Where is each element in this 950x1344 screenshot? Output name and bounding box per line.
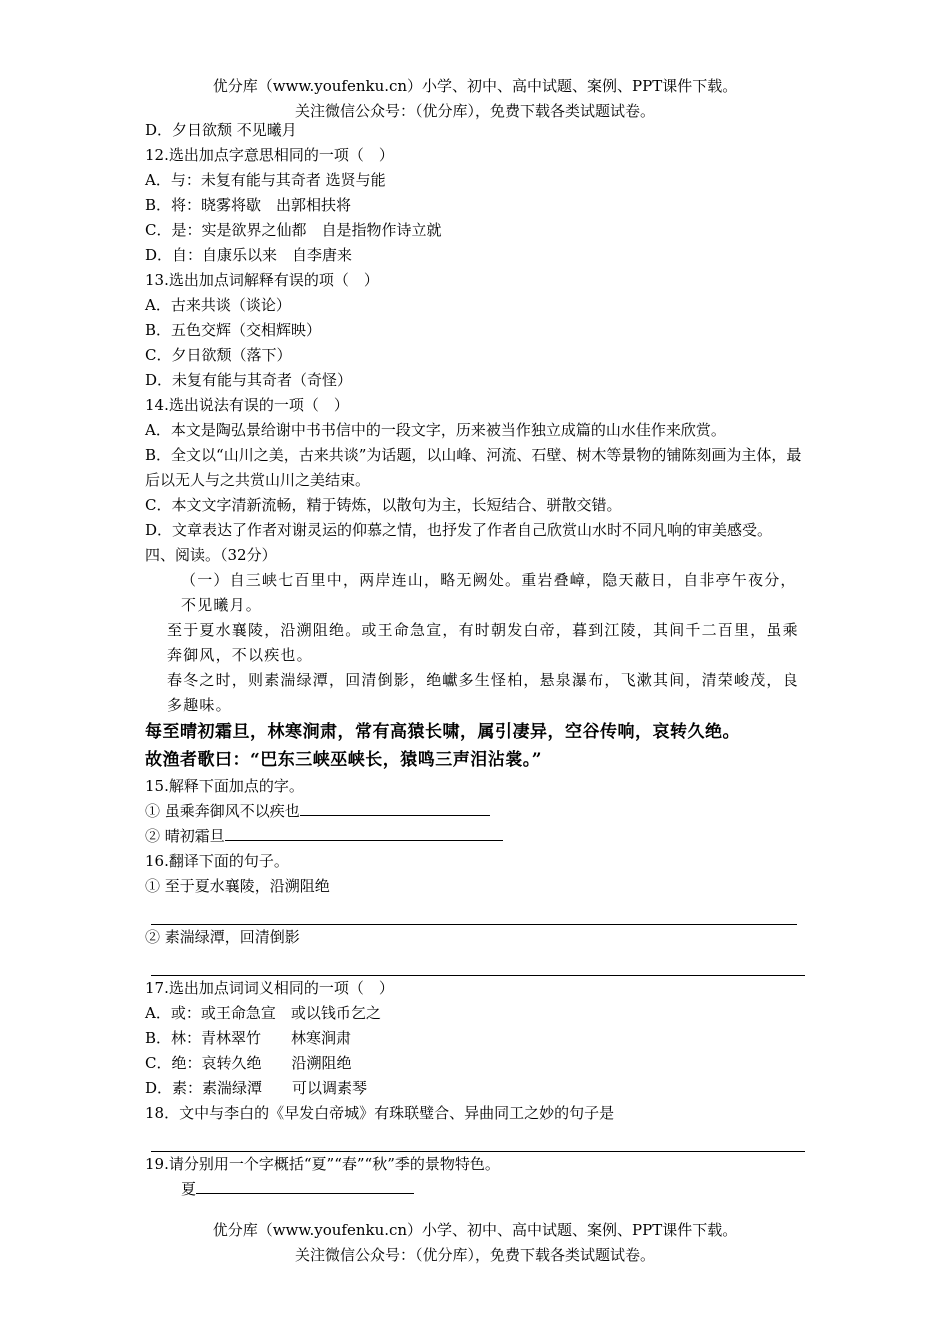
q17-option-d: D．素：素湍绿潭 可以调素琴 xyxy=(145,1079,368,1097)
q15-item-1-text: ① 虽乘奔御风不以疾也 xyxy=(145,802,300,820)
q16-item-1-answer-line[interactable] xyxy=(151,899,797,925)
q18-stem: 18．文中与李白的《早发白帝城》有珠联璧合、异曲同工之妙的句子是 xyxy=(145,1104,615,1122)
q15-item-2 xyxy=(145,824,805,849)
q12-option-d: D．自：自康乐以来 自李唐来 xyxy=(145,246,353,264)
passage-paragraph-4a: 每至晴初霜旦，林寒涧肃，常有高猿长啸，属引凄异，空谷传响，哀转久绝。 xyxy=(145,722,740,742)
header-line-2: 关注微信公众号：（优分库），免费下载各类试题试卷。 xyxy=(294,102,655,120)
q19-summer xyxy=(145,1177,805,1202)
q17-option-c: C．绝：哀转久绝 沿溯阻绝 xyxy=(145,1054,352,1072)
q14-stem: 14.选出说法有误的一项（ ） xyxy=(145,396,349,414)
q15-item-1-answer-blank[interactable] xyxy=(300,799,490,816)
passage-paragraph-3: 春冬之时，则素湍绿潭，回清倒影，绝巘多生怪柏，悬泉瀑布，飞漱其间，清荣峻茂，良多趣味。 xyxy=(167,671,799,714)
q14-option-b: B．全文以“山川之美，古来共谈”为话题，以山峰、河流、石壁、树木等景物的铺陈刻画为主体，最后以无人与之共赏山川之美结束。 xyxy=(145,446,802,489)
exam-content xyxy=(145,118,805,1202)
q14-option-c: C．本文文字清新流畅，精于铸炼，以散句为主，长短结合、骈散交错。 xyxy=(145,496,622,514)
q12-option-c: C．是：实是欲界之仙都 自是指物作诗立就 xyxy=(145,221,442,239)
q15-item-1 xyxy=(145,799,805,824)
q16-item-2: ② 素湍绿潭，回清倒影 xyxy=(145,928,300,946)
q17-stem: 17.选出加点词词义相同的一项（ ） xyxy=(145,979,394,997)
q14-option-d: D．文章表达了作者对谢灵运的仰慕之情，也抒发了作者自己欣赏山水时不同凡响的审美感受。 xyxy=(145,521,773,539)
q11-option-d: D．夕日欲颓 不见曦月 xyxy=(145,121,297,139)
q14-option-a: A．本文是陶弘景给谢中书书信中的一段文字，历来被当作独立成篇的山水佳作来欣赏。 xyxy=(145,421,726,439)
q17-option-a: A．或：或王命急宣 或以钱币乞之 xyxy=(145,1004,381,1022)
q13-option-d: D．未复有能与其奇者（奇怪） xyxy=(145,371,353,389)
q13-option-c: C．夕日欲颓（落下） xyxy=(145,346,292,364)
q13-option-b: B．五色交辉（交相辉映） xyxy=(145,321,322,339)
q13-option-a: A．古来共谈（谈论） xyxy=(145,296,291,314)
passage-paragraph-1: （一）自三峡七百里中，两岸连山，略无阙处。重岩叠嶂，隐天蔽日，自非亭午夜分，不见曦月。 xyxy=(181,571,797,614)
footer-line-2: 关注微信公众号：（优分库），免费下载各类试题试卷。 xyxy=(294,1246,655,1264)
q16-stem: 16.翻译下面的句子。 xyxy=(145,852,289,870)
q18-answer-line[interactable] xyxy=(151,1126,805,1152)
passage-paragraph-4b: 故渔者歌曰：“巴东三峡巫峡长，猿鸣三声泪沾裳。” xyxy=(145,750,543,770)
header-line-1: 优分库（www.youfenku.cn）小学、初中、高中试题、案例、PPT课件下载。 xyxy=(212,77,738,95)
page-header xyxy=(0,74,950,124)
page-footer xyxy=(0,1218,950,1268)
q12-stem: 12.选出加点字意思相同的一项（ ） xyxy=(145,146,394,164)
q19-summer-answer-blank[interactable] xyxy=(196,1177,414,1194)
q15-item-2-text: ② 晴初霜旦 xyxy=(145,827,225,845)
q19-stem: 19.请分别用一个字概括“夏”“春”“秋”季的景物特色。 xyxy=(145,1155,500,1173)
q16-item-1: ① 至于夏水襄陵，沿溯阻绝 xyxy=(145,877,330,895)
section-4-title: 四、阅读。（32分） xyxy=(145,546,277,564)
q15-item-2-answer-blank[interactable] xyxy=(225,824,503,841)
q17-option-b: B．林：青林翠竹 林寒涧肃 xyxy=(145,1029,352,1047)
q16-item-2-answer-line[interactable] xyxy=(151,950,805,976)
q15-stem: 15.解释下面加点的字。 xyxy=(145,777,304,795)
q12-option-a: A．与：未复有能与其奇者 选贤与能 xyxy=(145,171,386,189)
q12-option-b: B．将：晓雾将歇 出郭相扶将 xyxy=(145,196,352,214)
q13-stem: 13.选出加点词解释有误的项（ ） xyxy=(145,271,379,289)
q19-summer-label: 夏 xyxy=(181,1180,197,1198)
passage-paragraph-2: 至于夏水襄陵，沿溯阻绝。或王命急宣，有时朝发白帝，暮到江陵，其间千二百里，虽乘奔御风，不以疾也。 xyxy=(167,621,799,664)
footer-line-1: 优分库（www.youfenku.cn）小学、初中、高中试题、案例、PPT课件下载。 xyxy=(212,1221,738,1239)
